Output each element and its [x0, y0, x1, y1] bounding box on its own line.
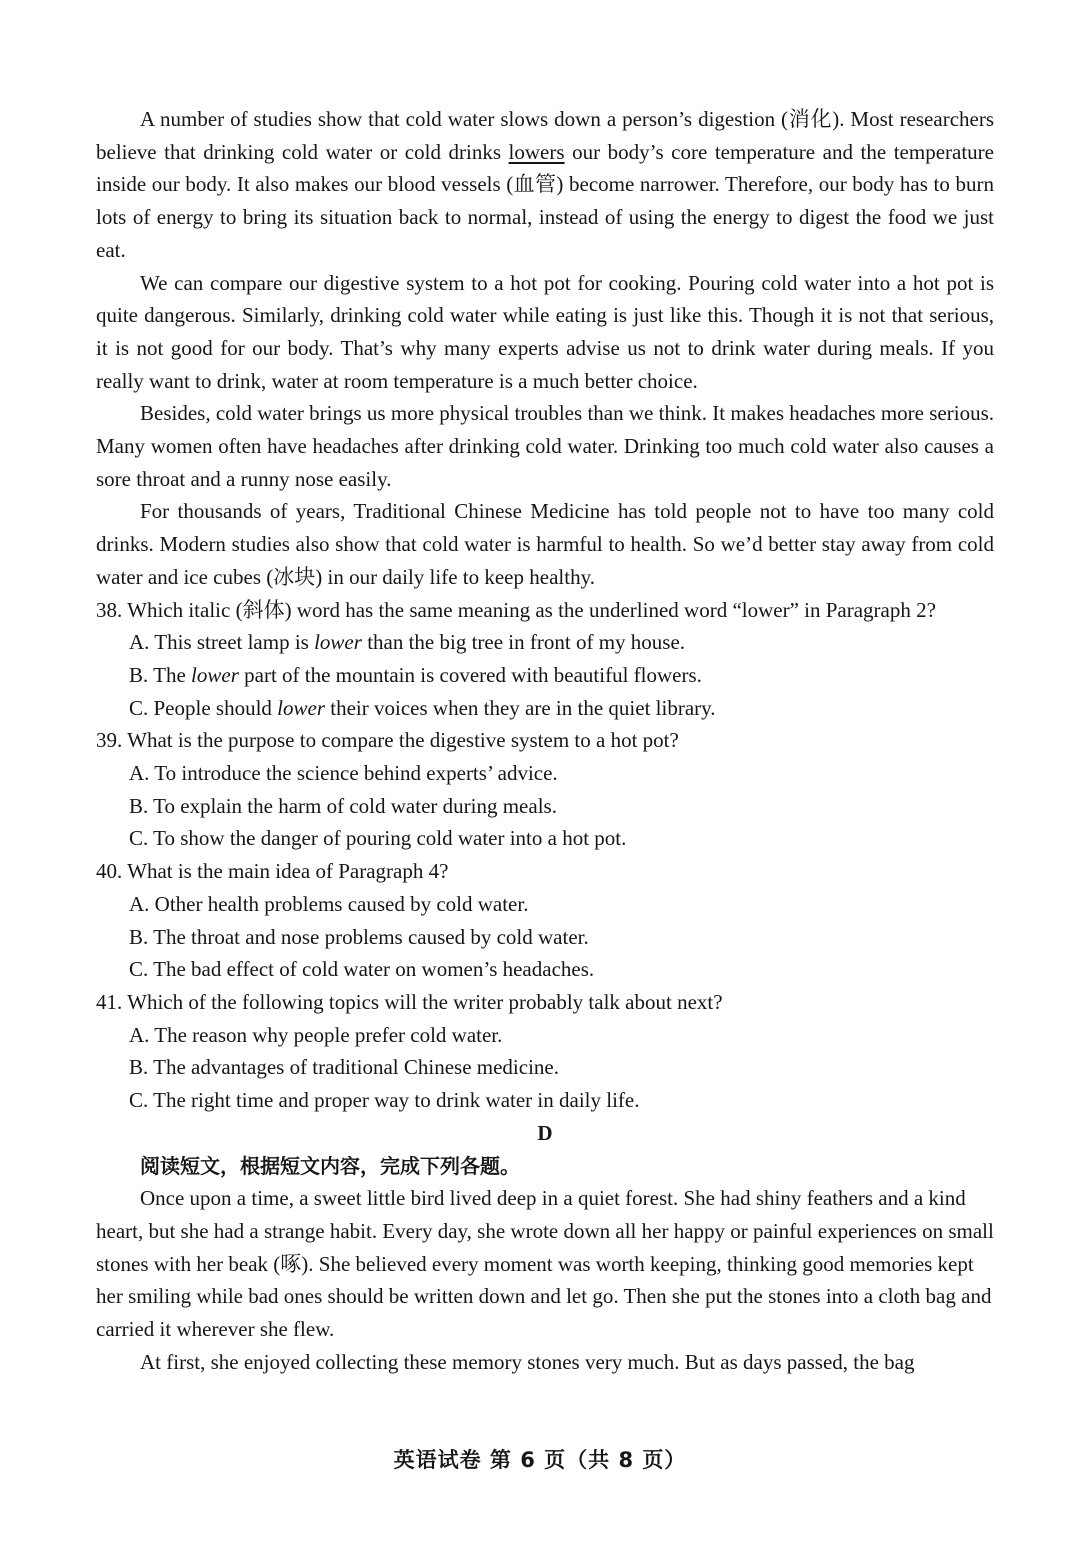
- question-38: 38. Which italic (斜体) word has the same meaning as the underlined word “lower” in Paragraph 2?: [96, 597, 936, 622]
- question-39-option-a: A. To introduce the science behind experts’ advice.: [129, 761, 558, 786]
- question-40-option-c: C. The bad effect of cold water on women’s headaches.: [129, 957, 595, 982]
- question-41-option-b: B. The advantages of traditional Chinese medicine.: [129, 1055, 559, 1080]
- question-40-option-a: A. Other health problems caused by cold water.: [129, 891, 529, 916]
- text: our body’s core temperature and the temperature inside our body. It also makes our blood vessels (血管) become narrower. Therefore, our body has to burn lots of energy to bring its situation back to normal, instead of using the energy to digest the food we just eat.: [96, 139, 994, 262]
- question-38-option-a: [96, 626, 994, 659]
- section-d-paragraph-1: Once upon a time, a sweet little bird lived deep in a quiet forest. She had shiny feathers and a kind heart, but she had a strange habit. Every day, she wrote down all her happy or painful experiences on small stones with her beak (啄). She believed every moment was worth keeping, thinking good memories kept her smiling while bad ones should be written down and let go. Then she put the stones into a cloth bag and carried it wherever she flew.: [96, 1186, 994, 1342]
- question-38-option-c: [96, 692, 994, 725]
- section-d-instruction: 阅读短文，根据短文内容，完成下列各题。: [140, 1153, 520, 1178]
- text: their voices when they are in the quiet library.: [325, 695, 716, 720]
- section-d-paragraph-2: At first, she enjoyed collecting these memory stones very much. But as days passed, the bag: [140, 1349, 915, 1374]
- question-40: 40. What is the main idea of Paragraph 4?: [96, 859, 449, 884]
- question-41-option-a: A. The reason why people prefer cold water.: [129, 1022, 503, 1047]
- question-39-option-c: C. To show the danger of pouring cold water into a hot pot.: [129, 826, 627, 851]
- page-content: [96, 103, 994, 1378]
- passage-paragraph-1: [96, 103, 994, 267]
- text: B. The: [129, 662, 192, 687]
- text: A. This street lamp is: [129, 630, 315, 655]
- underlined-word: lowers: [508, 139, 565, 164]
- question-41-option-c: C. The right time and proper way to drink water in daily life.: [129, 1088, 640, 1113]
- text: than the big tree in front of my house.: [361, 630, 686, 655]
- question-39: 39. What is the purpose to compare the digestive system to a hot pot?: [96, 728, 679, 753]
- text: A number of studies show that cold water slows down a person’s digestion (消化). Most researchers believe that drinking cold water or cold drinks: [96, 107, 994, 164]
- passage-paragraph-2: We can compare our digestive system to a hot pot for cooking. Pouring cold water into a hot pot is quite dangerous. Similarly, drinking cold water while eating is just like this. Though it is not that serious, it is not good for our body. That’s why many experts advise us not to drink water during meals. If you really want to drink, water at room temperature is a much better choice.: [96, 270, 994, 393]
- italic-word: lower: [277, 695, 326, 720]
- passage-paragraph-3: Besides, cold water brings us more physical troubles than we think. It makes headaches more serious. Many women often have headaches after drinking cold water. Drinking too much cold water also causes a sore throat and a runny nose easily.: [96, 401, 994, 491]
- text: C. People should: [129, 695, 278, 720]
- question-40-option-b: B. The throat and nose problems caused by cold water.: [129, 924, 589, 949]
- passage-paragraph-4: For thousands of years, Traditional Chinese Medicine has told people not to have too many cold drinks. Modern studies also show that cold water is harmful to health. So we’d better stay away from cold water and ice cubes (冰块) in our daily life to keep healthy.: [96, 499, 994, 589]
- question-41: 41. Which of the following topics will the writer probably talk about next?: [96, 989, 723, 1014]
- question-39-option-b: B. To explain the harm of cold water during meals.: [129, 793, 557, 818]
- question-38-option-b: [96, 659, 994, 692]
- page-footer: 英语试卷 第 6 页（共 8 页）: [393, 1448, 687, 1472]
- italic-word: lower: [191, 662, 239, 687]
- italic-word: lower: [314, 630, 362, 655]
- section-d-label: D: [537, 1120, 553, 1145]
- text: part of the mountain is covered with beautiful flowers.: [238, 662, 702, 687]
